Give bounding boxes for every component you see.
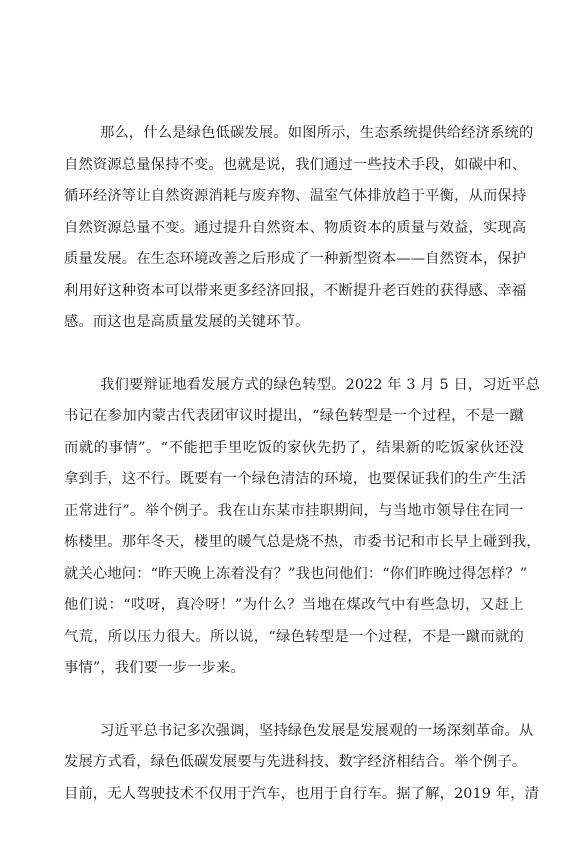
text-line: 发展方式看，绿色低碳发展要与先进科技、数字经济相结合。举个例子。 (64, 754, 527, 770)
text-line: 他们说：“哎呀，真冷呀！”为什么？当地在煤改气中有些急切，又赶上 (64, 597, 524, 613)
document-page (64, 118, 541, 841)
text-line: 书记在参加内蒙古代表团审议时提出，“绿色转型是一个过程，不是一蹴 (64, 408, 524, 424)
text-line: 循环经济等让自然资源消耗与废弃物、温室气体排放趋于平衡，从而保持 (64, 188, 527, 204)
text-line: 自然资源总量不变。通过提升自然资本、物质资本的质量与效益，实现高 (64, 219, 527, 236)
text-line: 感。而这也是高质量发展的关键环节。 (64, 314, 310, 330)
paragraph-1 (64, 118, 534, 339)
text-line: 拿到手，这不行。既要有一个绿色清洁的环境，也要保证我们的生产生活 (64, 471, 527, 487)
text-line: 事情”，我们要一步一步来。 (64, 660, 245, 676)
text-line: 目前，无人驾驶技术不仅用于汽车，也用于自行车。据了解，2019 年，清 (64, 785, 540, 802)
text-line: 而就的事情”。“不能把手里吃饭的家伙先扔了，结果新的吃饭家伙还没 (64, 439, 524, 456)
text-line: 就关心地问：“昨天晚上冻着没有？”我也问他们：“你们昨晚过得怎样？” (64, 565, 528, 582)
paragraph-3 (64, 716, 540, 811)
text-line: 气荒，所以压力很大。所以说，“绿色转型是一个过程，不是一蹴而就的 (64, 628, 524, 645)
text-line: 习近平总书记多次强调，坚持绿色发展是发展观的一场深刻革命。从 (100, 722, 534, 739)
text-line: 自然资源总量保持不变。也就是说，我们通过一些技术手段，如碳中和、 (64, 156, 527, 173)
text-line: 正常进行”。举个例子。我在山东某市挂职期间，与当地市领导住在同一 (64, 502, 524, 519)
text-line: 栋楼里。那年冬天，楼里的暖气总是烧不热，市委书记和市长早上碰到我， (64, 534, 541, 550)
text-line: 那么，什么是绿色低碳发展。如图所示，生态系统提供给经济系统的 (100, 125, 534, 141)
text-line: 我们要辩证地看发展方式的绿色转型。2022 年 3 月 5 日，习近平总 (100, 376, 541, 393)
text-line: 质量发展。在生态环境改善之后形成了一种新型资本——自然资本，保护 (64, 251, 527, 267)
text-line: 利用好这种资本可以带来更多经济回报，不断提升老百姓的获得感、幸福 (64, 282, 527, 299)
paragraph-2 (64, 370, 541, 685)
